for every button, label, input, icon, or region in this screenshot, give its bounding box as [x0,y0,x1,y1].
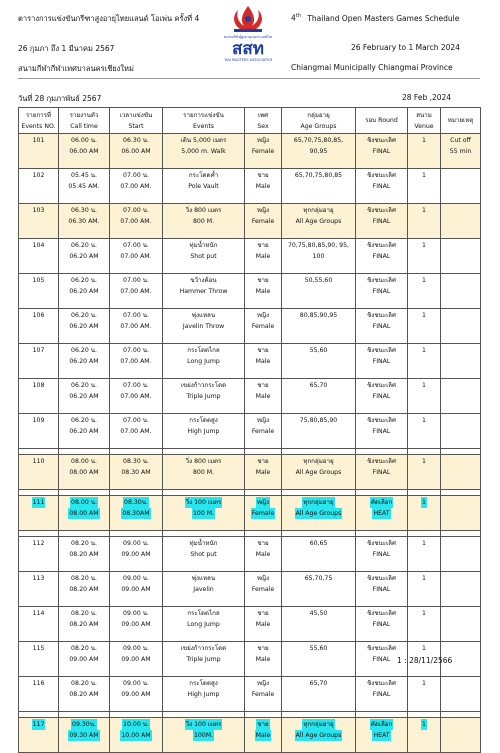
event-name-cell: วิ่ง 100 เมตร 100 M. [163,496,245,531]
call-time-cell: 06.00 น. 06.00 AM [59,134,110,169]
venue-cell: 1 [408,455,441,490]
event-name-cell: เขย่งก้าวกระโดด Triple Jump [163,379,245,414]
venue-cell: 1 [408,677,441,712]
event-no-cell: 108 [19,379,59,414]
age-group-cell: 70,75,80,85,90, 95, 100 [282,239,356,274]
start-time-cell: 08.30น. 08.30AM [110,496,163,531]
sex-cell: ชาย Male [245,718,282,753]
start-time-cell: 07.00 น. 07.00 AM. [110,309,163,344]
event-no-cell: 103 [19,204,59,239]
date-english: 28 Feb ,2024 [402,93,452,102]
note-cell [441,572,481,607]
round-cell: ชิงชนะเลิศ FINAL [356,537,408,572]
event-no-cell: 105 [19,274,59,309]
note-cell [441,537,481,572]
table-row [19,239,481,274]
event-no-cell: 109 [19,414,59,449]
table-row [19,718,481,753]
table-row [19,414,481,449]
note-cell [441,496,481,531]
call-time-cell: 08.20 น. 08.20 AM [59,537,110,572]
round-cell: ชิงชนะเลิศ FINAL [356,642,408,677]
venue-cell: 1 [408,274,441,309]
age-group-cell: 55,60 [282,344,356,379]
table-row [19,169,481,204]
call-time-cell: 06.20 น. 06.20 AM [59,414,110,449]
column-header: เวลาแข่งขัน Start [110,108,163,134]
event-name-cell: กระโดดไกล Long Jump [163,607,245,642]
round-cell: ชิงชนะเลิศ FINAL [356,344,408,379]
round-cell: คัดเลือก HEAT [356,496,408,531]
column-header: กลุ่มอายุ Age Groups [282,108,356,134]
sex-cell: ชาย Male [245,344,282,379]
venue-cell: 1 [408,309,441,344]
venue-cell: 1 [408,496,441,531]
event-no-cell: 117 [19,718,59,753]
call-time-cell: 09.30น. 09.30 AM [59,718,110,753]
event-no-cell: 106 [19,309,59,344]
note-cell [441,239,481,274]
call-time-cell: 06.20 น. 06.20 AM [59,239,110,274]
start-time-cell: 10.00 น. 10.00 AM [110,718,163,753]
age-group-cell: ทุกกลุ่มอายุ All Age Groups [282,496,356,531]
round-cell: ชิงชนะเลิศ FINAL [356,607,408,642]
date-thai: วันที่ 28 กุมภาพันธ์ 2567 [18,94,102,103]
event-name-cell: กระโดดสูง High Jump [163,414,245,449]
sex-cell: ชาย Male [245,537,282,572]
venue-cell: 1 [408,379,441,414]
thai-masters-logo [224,4,272,66]
venue-cell: 1 [408,537,441,572]
venue-cell: 1 [408,239,441,274]
event-no-cell: 107 [19,344,59,379]
event-no-cell: 110 [19,455,59,490]
venue-english: Chiangmai Municipally Chiangmai Province [291,63,453,72]
event-name-cell: กระโดดค้ำ Pole Vault [163,169,245,204]
round-cell: ชิงชนะเลิศ FINAL [356,134,408,169]
start-time-cell: 09.00 น. 09.00 AM [110,537,163,572]
round-cell: ชิงชนะเลิศ FINAL [356,169,408,204]
event-name-cell: เขย่งก้าวกระโดด Triple Jump [163,642,245,677]
table-row [19,309,481,344]
sex-cell: หญิง Female [245,134,282,169]
event-name-cell: พุ่งแหลน Javelin Throw [163,309,245,344]
venue-cell: 1 [408,718,441,753]
event-no-cell: 111 [19,496,59,531]
note-cell [441,455,481,490]
table-row [19,677,481,712]
venue-cell: 1 [408,572,441,607]
start-time-cell: 09.00 น. 09.00 AM [110,642,163,677]
event-no-cell: 116 [19,677,59,712]
age-group-cell: 55,60 [282,642,356,677]
venue-cell: 1 [408,414,441,449]
column-header: สนาม Venue [408,108,441,134]
table-row [19,572,481,607]
table-row [19,537,481,572]
note-cell: Cut off 55 min [441,134,481,169]
call-time-cell: 06.20 น. 06.20 AM [59,344,110,379]
age-group-cell: ทุกกลุ่มอายุ All Age Groups [282,455,356,490]
age-group-cell: 65,70 [282,379,356,414]
age-group-cell: 80,85,90,95 [282,309,356,344]
column-header: รายงานตัว Call time [59,108,110,134]
event-no-cell: 112 [19,537,59,572]
note-cell [441,379,481,414]
event-name-cell: ทุ่มน้ำหนัก Shot put [163,239,245,274]
sex-cell: หญิง Female [245,204,282,239]
round-cell: ชิงชนะเลิศ FINAL [356,572,408,607]
title-english [291,13,459,23]
event-no-cell: 102 [19,169,59,204]
table-row [19,274,481,309]
start-time-cell: 07.00 น. 07.00 AM. [110,204,163,239]
column-header: รายการที่ Events NO. [19,108,59,134]
round-cell: ชิงชนะเลิศ FINAL [356,379,408,414]
note-cell [441,274,481,309]
event-name-cell: เดิน 5,000 เมตร 5,000 m. Walk [163,134,245,169]
table-header-row [19,108,481,134]
event-no-cell: 104 [19,239,59,274]
age-group-cell: 65,70,75,80,85, 90,95 [282,134,356,169]
event-name-cell: วิ่ง 800 เมตร 800 M. [163,204,245,239]
logo-subtext: THAI MASTERS ASSOCIATION [224,58,272,62]
column-header: รอบ Round [356,108,408,134]
call-time-cell: 06.20 น. 06.20 AM [59,274,110,309]
age-group-cell: ทุกกลุ่มอายุ All Age Groups [282,204,356,239]
column-header: เพศ Sex [245,108,282,134]
event-no-cell: 101 [19,134,59,169]
age-group-cell: 75,80,85,90 [282,414,356,449]
note-cell [441,344,481,379]
round-cell: ชิงชนะเลิศ FINAL [356,414,408,449]
event-name-cell: วิ่ง 800 เมตร 800 M. [163,455,245,490]
sex-cell: หญิง Female [245,677,282,712]
note-cell [441,204,481,239]
start-time-cell: 09.00 น. 09.00 AM [110,572,163,607]
table-row [19,344,481,379]
note-cell [441,169,481,204]
table-row [19,379,481,414]
call-time-cell: 06.20 น. 06.20 AM [59,309,110,344]
start-time-cell: 07.00 น. 07.00 AM. [110,344,163,379]
column-header: รายการแข่งขัน Events [163,108,245,134]
sex-cell: ชาย Male [245,239,282,274]
title-en-number: 4 [291,13,296,23]
round-cell: ชิงชนะเลิศ FINAL [356,309,408,344]
event-name-cell: กระโดดไกล Long Jump [163,344,245,379]
start-time-cell: 09.00 น. 09.00 AM [110,607,163,642]
age-group-cell: 65,70,75,80,85 [282,169,356,204]
sex-cell: หญิง Female [245,309,282,344]
logo-text: สสท [232,39,264,59]
age-group-cell: 65,70,75 [282,572,356,607]
round-cell: ชิงชนะเลิศ FINAL [356,239,408,274]
round-cell: ชิงชนะเลิศ FINAL [356,677,408,712]
round-cell: คัดเลือก HEAT [356,718,408,753]
document-header [0,0,500,80]
sex-cell: หญิง Female [245,414,282,449]
sex-cell: ชาย Male [245,455,282,490]
round-cell: ชิงชนะเลิศ FINAL [356,455,408,490]
call-time-cell: 08.20 น. 08.20 AM [59,607,110,642]
start-time-cell: 07.00 น. 07.00 AM. [110,414,163,449]
start-time-cell: 07.00 น. 07.00 AM. [110,169,163,204]
dates-english: 26 February to 1 March 2024 [351,43,460,52]
sex-cell: ชาย Male [245,607,282,642]
note-cell [441,414,481,449]
start-time-cell: 07.00 น. 07.00 AM. [110,239,163,274]
sex-cell: หญิง Female [245,496,282,531]
venue-cell: 1 [408,642,441,677]
age-group-cell: 50,55,60 [282,274,356,309]
call-time-cell: 08.00 น. 08.00 AM [59,496,110,531]
venue-cell: 1 [408,607,441,642]
age-group-cell: 45,50 [282,607,356,642]
venue-cell: 1 [408,134,441,169]
sex-cell: ชาย Male [245,169,282,204]
call-time-cell: 08.00 น. 08.00 AM [59,455,110,490]
logo-top-text: สมาคมกีฬาผู้สูงอายุแห่งประเทศไทย [224,35,272,39]
sex-cell: หญิง Female [245,572,282,607]
dates-thai: 26 กุมภา ถึง 1 มีนาคม 2567 [18,44,115,53]
event-name-cell: วิ่ง 100 เมตร 100M. [163,718,245,753]
age-group-cell: ทุกกลุ่มอายุ All Age Groups [282,718,356,753]
table-row [19,204,481,239]
venue-cell: 1 [408,204,441,239]
column-header: หมายเหตุ [441,108,481,134]
start-time-cell: 09.00 น. 09.00 AM [110,677,163,712]
call-time-cell: 05.45 น. 05.45 AM. [59,169,110,204]
header-divider [18,78,480,79]
event-name-cell: ทุ่มน้ำหนัก Shot put [163,537,245,572]
sex-cell: ชาย Male [245,379,282,414]
title-thai: ตารางการแข่งขันกรีฑาสูงอายุไทยแลนด์ โอเพ่น ครั้งที่ 4 [18,14,200,23]
start-time-cell: 08.30 น. 08.30 AM [110,455,163,490]
call-time-cell: 06.20 น. 06.20 AM [59,379,110,414]
call-time-cell: 08.20 น. 09.00 AM [59,642,110,677]
call-time-cell: 08.20 น. 08.20 AM [59,572,110,607]
start-time-cell: 07.00 น. 07.00 AM. [110,274,163,309]
event-name-cell: พุ่งแหลน Javelin [163,572,245,607]
note-cell [441,677,481,712]
title-en-ordinal: th [295,13,301,19]
event-name-cell: ขว้างค้อน Hammer Throw [163,274,245,309]
note-cell [441,607,481,642]
table-row [19,134,481,169]
event-name-cell: กระโดดสูง High Jump [163,677,245,712]
sex-cell: ชาย Male [245,642,282,677]
note-cell [441,718,481,753]
start-time-cell: 06.30 น. 06.00 AM [110,134,163,169]
venue-cell: 1 [408,344,441,379]
venue-cell: 1 [408,169,441,204]
start-time-cell: 07.00 น. 07.00 AM. [110,379,163,414]
page-footer: 1 : 28/11/2566 [397,656,453,665]
call-time-cell: 06.30 น. 06.30 AM. [59,204,110,239]
venue-thai: สนามกีฬากีฬาเทศบาลนครเชียงใหม่ [18,64,134,73]
event-no-cell: 114 [19,607,59,642]
age-group-cell: 60,65 [282,537,356,572]
table-row [19,607,481,642]
event-no-cell: 113 [19,572,59,607]
title-en-text: Thailand Open Masters Games Schedule [307,13,460,23]
table-row [19,455,481,490]
round-cell: ชิงชนะเลิศ FINAL [356,204,408,239]
age-group-cell: 65,70 [282,677,356,712]
note-cell [441,309,481,344]
call-time-cell: 08.20 น. 08.20 AM [59,677,110,712]
sex-cell: ชาย Male [245,274,282,309]
event-no-cell: 115 [19,642,59,677]
table-row [19,496,481,531]
round-cell: ชิงชนะเลิศ FINAL [356,274,408,309]
